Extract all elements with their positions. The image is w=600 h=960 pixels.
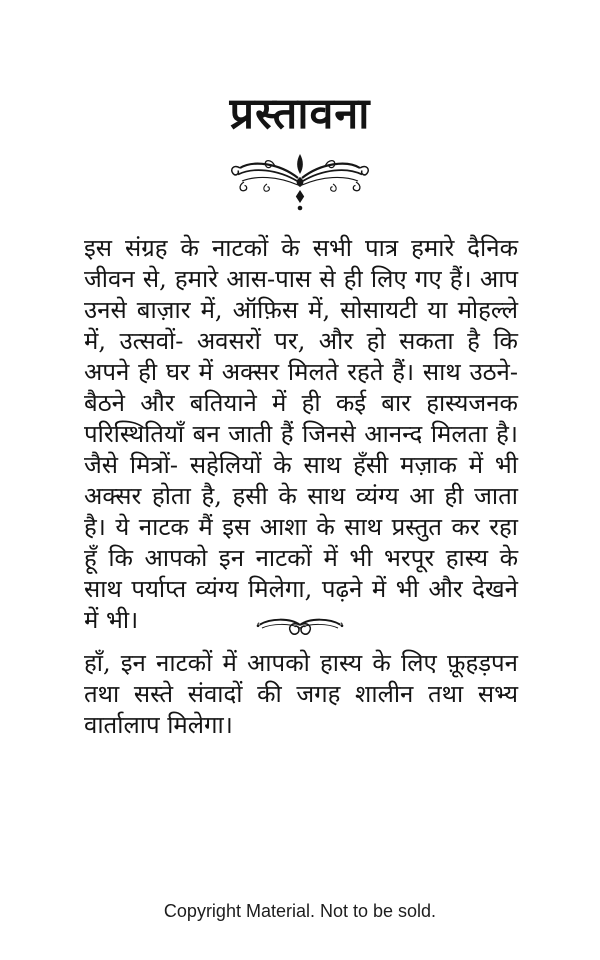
preface-text [84,233,518,753]
preface-paragraph-1: इस संग्रह के नाटकों के सभी पात्र हमारे दैनिक जीवन से, हमारे आस-पास से ही लिए गए हैं। आप उनसे बाज़ार में, ऑफ़िस में, सोसायटी या मोहल्ले में, उत्सवों- अवसरों पर, और हो सकता है कि अपने ही घर में अक्सर मिलते रहते हैं। साथ उठने- बैठने और बतियाने में ही कई बार हास्यजनक परिस्थितियाँ बन जाती हैं जिनसे आनन्द मिलता है। जैसे मित्रों- सहेलियों के साथ हँसी मज़ाक में भी अक्सर होता है, हसी के साथ व्यंग्य आ ही जाता है। ये नाटक मैं इस आशा के साथ प्रस्तुत कर रहा हूँ कि आपको इन नाटकों में भी भरपूर हास्य के साथ पर्याप्त व्यंग्य मिलेगा, पढ़ने में भी और देखने में भी। [84,234,518,634]
preface-paragraph-2: हाँ, इन नाटकों में आपको हास्य के लिए फ़ूहड़पन तथा सस्ते संवादों की जगह शालीन तथा सभ्य वार्तालाप मिलेगा। [84,649,518,739]
copyright-notice: Copyright Material. Not to be sold. [163,901,437,921]
flourish-top-icon [225,153,375,211]
page-title: प्रस्तावना [229,89,371,139]
flourish-bottom-icon [254,615,346,643]
